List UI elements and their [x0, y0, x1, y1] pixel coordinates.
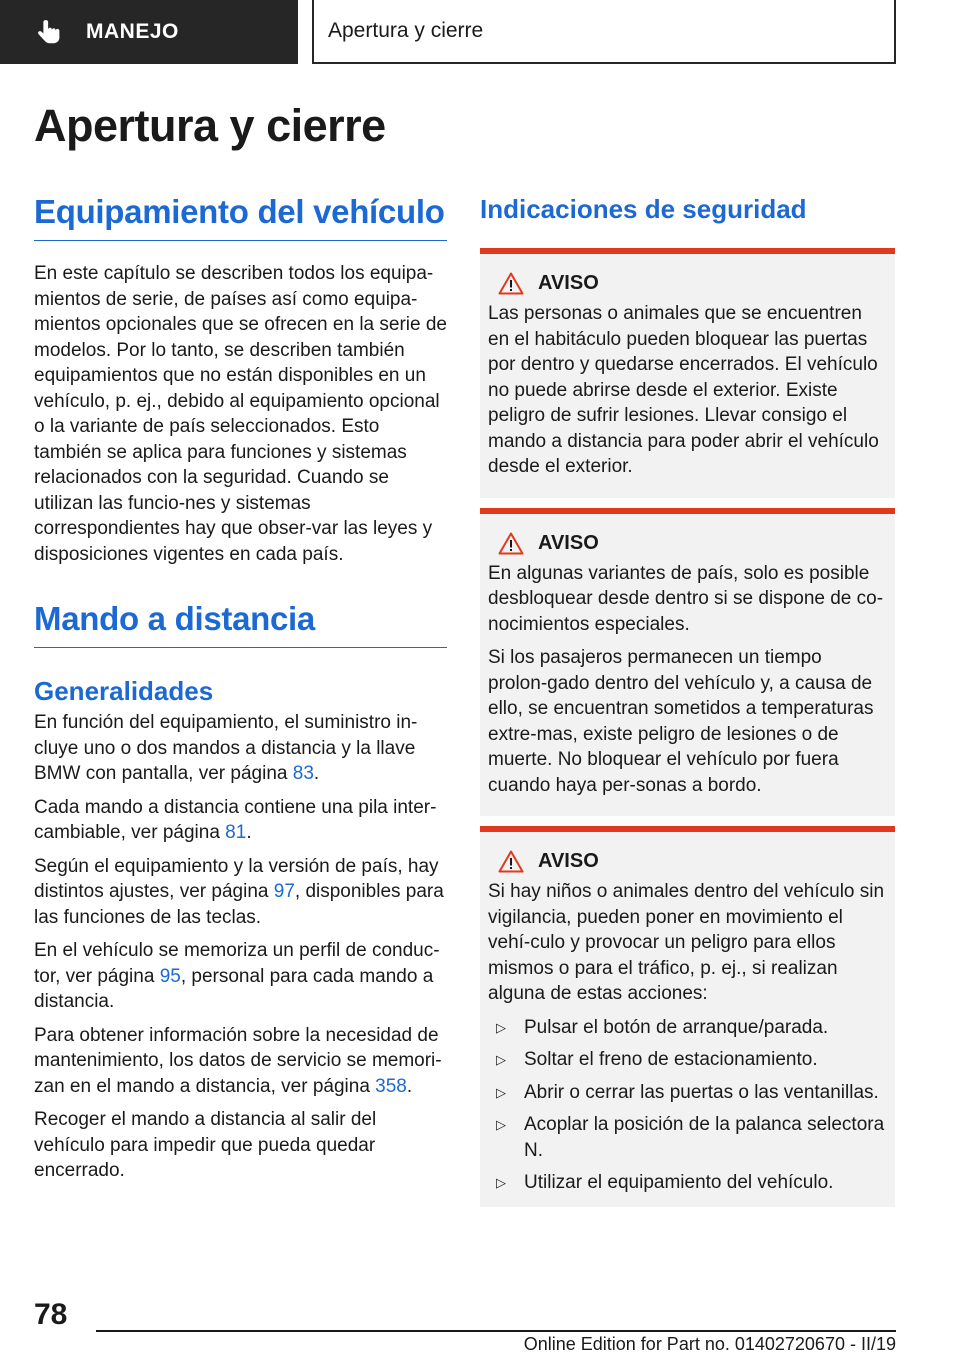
page-number: 78 — [34, 1298, 68, 1331]
warning-label: AVISO — [538, 850, 599, 872]
left-column — [34, 190, 447, 1184]
list-item: ▷ Acoplar la posición de la palanca selectora N. — [488, 1112, 885, 1163]
page-link[interactable]: 95 — [159, 965, 181, 987]
page-link[interactable]: 83 — [292, 763, 314, 784]
warning-icon — [498, 272, 524, 295]
list-item: ▷ Utilizar el equipamiento del vehículo. — [488, 1170, 885, 1196]
warning-icon — [498, 850, 524, 873]
equipment-heading: Equipamiento del vehículo — [34, 190, 447, 241]
bullet-triangle-icon: ▷ — [496, 1175, 506, 1190]
chapter-label: MANEJO — [86, 20, 179, 43]
warning-icon — [498, 532, 524, 555]
equipment-text: En este capítulo se describen todos los equipa-mientos de serie, de países así como equipa-mientos opcionales que se ofrecen en la serie de modelos. Por lo tanto, se describen también equipamientos que no están disponibles en un vehículo, p. ej., debido al equipamiento opcional o la variante de país seleccionados. Esto también se aplica para funciones y sistemas relacionados con la seguridad. Cuando se utilizan las funcio-nes y sistemas correspondientes hay que obser-var las leyes y disposiciones vigentes en cada país. — [34, 263, 447, 565]
safety-heading: Indicaciones de seguridad — [480, 194, 807, 224]
warning-label: AVISO — [538, 531, 599, 554]
page-link[interactable]: 358 — [375, 1075, 407, 1097]
edition-text: Online Edition for Part no. 01402720670 - II/19 — [523, 1334, 896, 1354]
action-list — [488, 1015, 885, 1196]
hand-pointer-icon — [34, 17, 64, 47]
right-column — [480, 190, 895, 1207]
page-link[interactable]: 81 — [225, 822, 247, 843]
page-title: Apertura y cierre — [34, 100, 386, 151]
warning-text: En algunas variantes de país, solo es posible desbloquear desde dentro si se dispone de co-nocimientos especiales. — [488, 562, 884, 635]
page-link[interactable]: 97 — [273, 881, 295, 902]
general-heading: Generalidades — [34, 676, 214, 706]
section-header — [312, 0, 896, 64]
bullet-triangle-icon: ▷ — [496, 1052, 506, 1067]
bullet-triangle-icon: ▷ — [496, 1019, 506, 1035]
paragraph: Según el equipamiento y la versión de país, hay distintos ajustes, ver página 97, disponibles para las funciones de las teclas. — [34, 855, 444, 928]
warning-text: Si los pasajeros permanecen un tiempo prolon-gado dentro del vehículo y, a causa de ello, se encuentran sometidos a temperaturas extre-mas, existe peligro de lesiones o de muerte. No bloquear el vehículo por fuera cuando haya per-sonas a bordo. — [488, 647, 874, 796]
paragraph: En el vehículo se memoriza un perfil de conduc-tor, ver página 95, personal para cada mando a distancia. — [34, 940, 440, 1012]
bullet-triangle-icon: ▷ — [496, 1117, 506, 1132]
warning-box — [480, 248, 895, 498]
remote-heading: Mando a distancia — [34, 597, 447, 648]
warning-label: AVISO — [538, 272, 599, 294]
chapter-tab — [0, 0, 298, 64]
warning-box — [480, 508, 895, 817]
warning-box — [480, 826, 895, 1207]
paragraph: Para obtener información sobre la necesidad de mantenimiento, los datos de servicio se memori-zan en el mando a distancia, ver página 358. — [34, 1024, 442, 1097]
footer-divider — [96, 1330, 896, 1332]
list-item: ▷ Soltar el freno de estacionamiento. — [488, 1047, 885, 1073]
bullet-triangle-icon: ▷ — [496, 1084, 506, 1100]
list-item: ▷ Abrir o cerrar las puertas o las ventanillas. — [488, 1080, 885, 1106]
paragraph: En función del equipamiento, el suministro in-cluye uno o dos mandos a distancia y la llave BMW con pantalla, ver página 83. — [34, 712, 418, 784]
warning-text: Si hay niños o animales dentro del vehículo sin vigilancia, pueden poner en movimiento el vehí-culo y provocar un peligro para ellos mismos o para el tráfico, p. ej., si realizan alguna de estas acciones: — [488, 881, 885, 1004]
list-item: ▷ Pulsar el botón de arranque/parada. — [488, 1015, 885, 1041]
section-label: Apertura y cierre — [328, 19, 484, 42]
paragraph: Recoger el mando a distancia al salir del vehículo para impedir que pueda quedar encerrado. — [34, 1109, 377, 1181]
warning-text: Las personas o animales que se encuentren en el habitáculo pueden bloquear las puertas por dentro y quedarse encerrados. El vehículo no puede abrirse desde el exterior. Existe peligro de sufrir lesiones. Llevar consigo el mando a distancia para poder abrir el vehículo desde el exterior. — [488, 303, 879, 477]
paragraph: Cada mando a distancia contiene una pila inter-cambiable, ver página 81. — [34, 796, 437, 843]
